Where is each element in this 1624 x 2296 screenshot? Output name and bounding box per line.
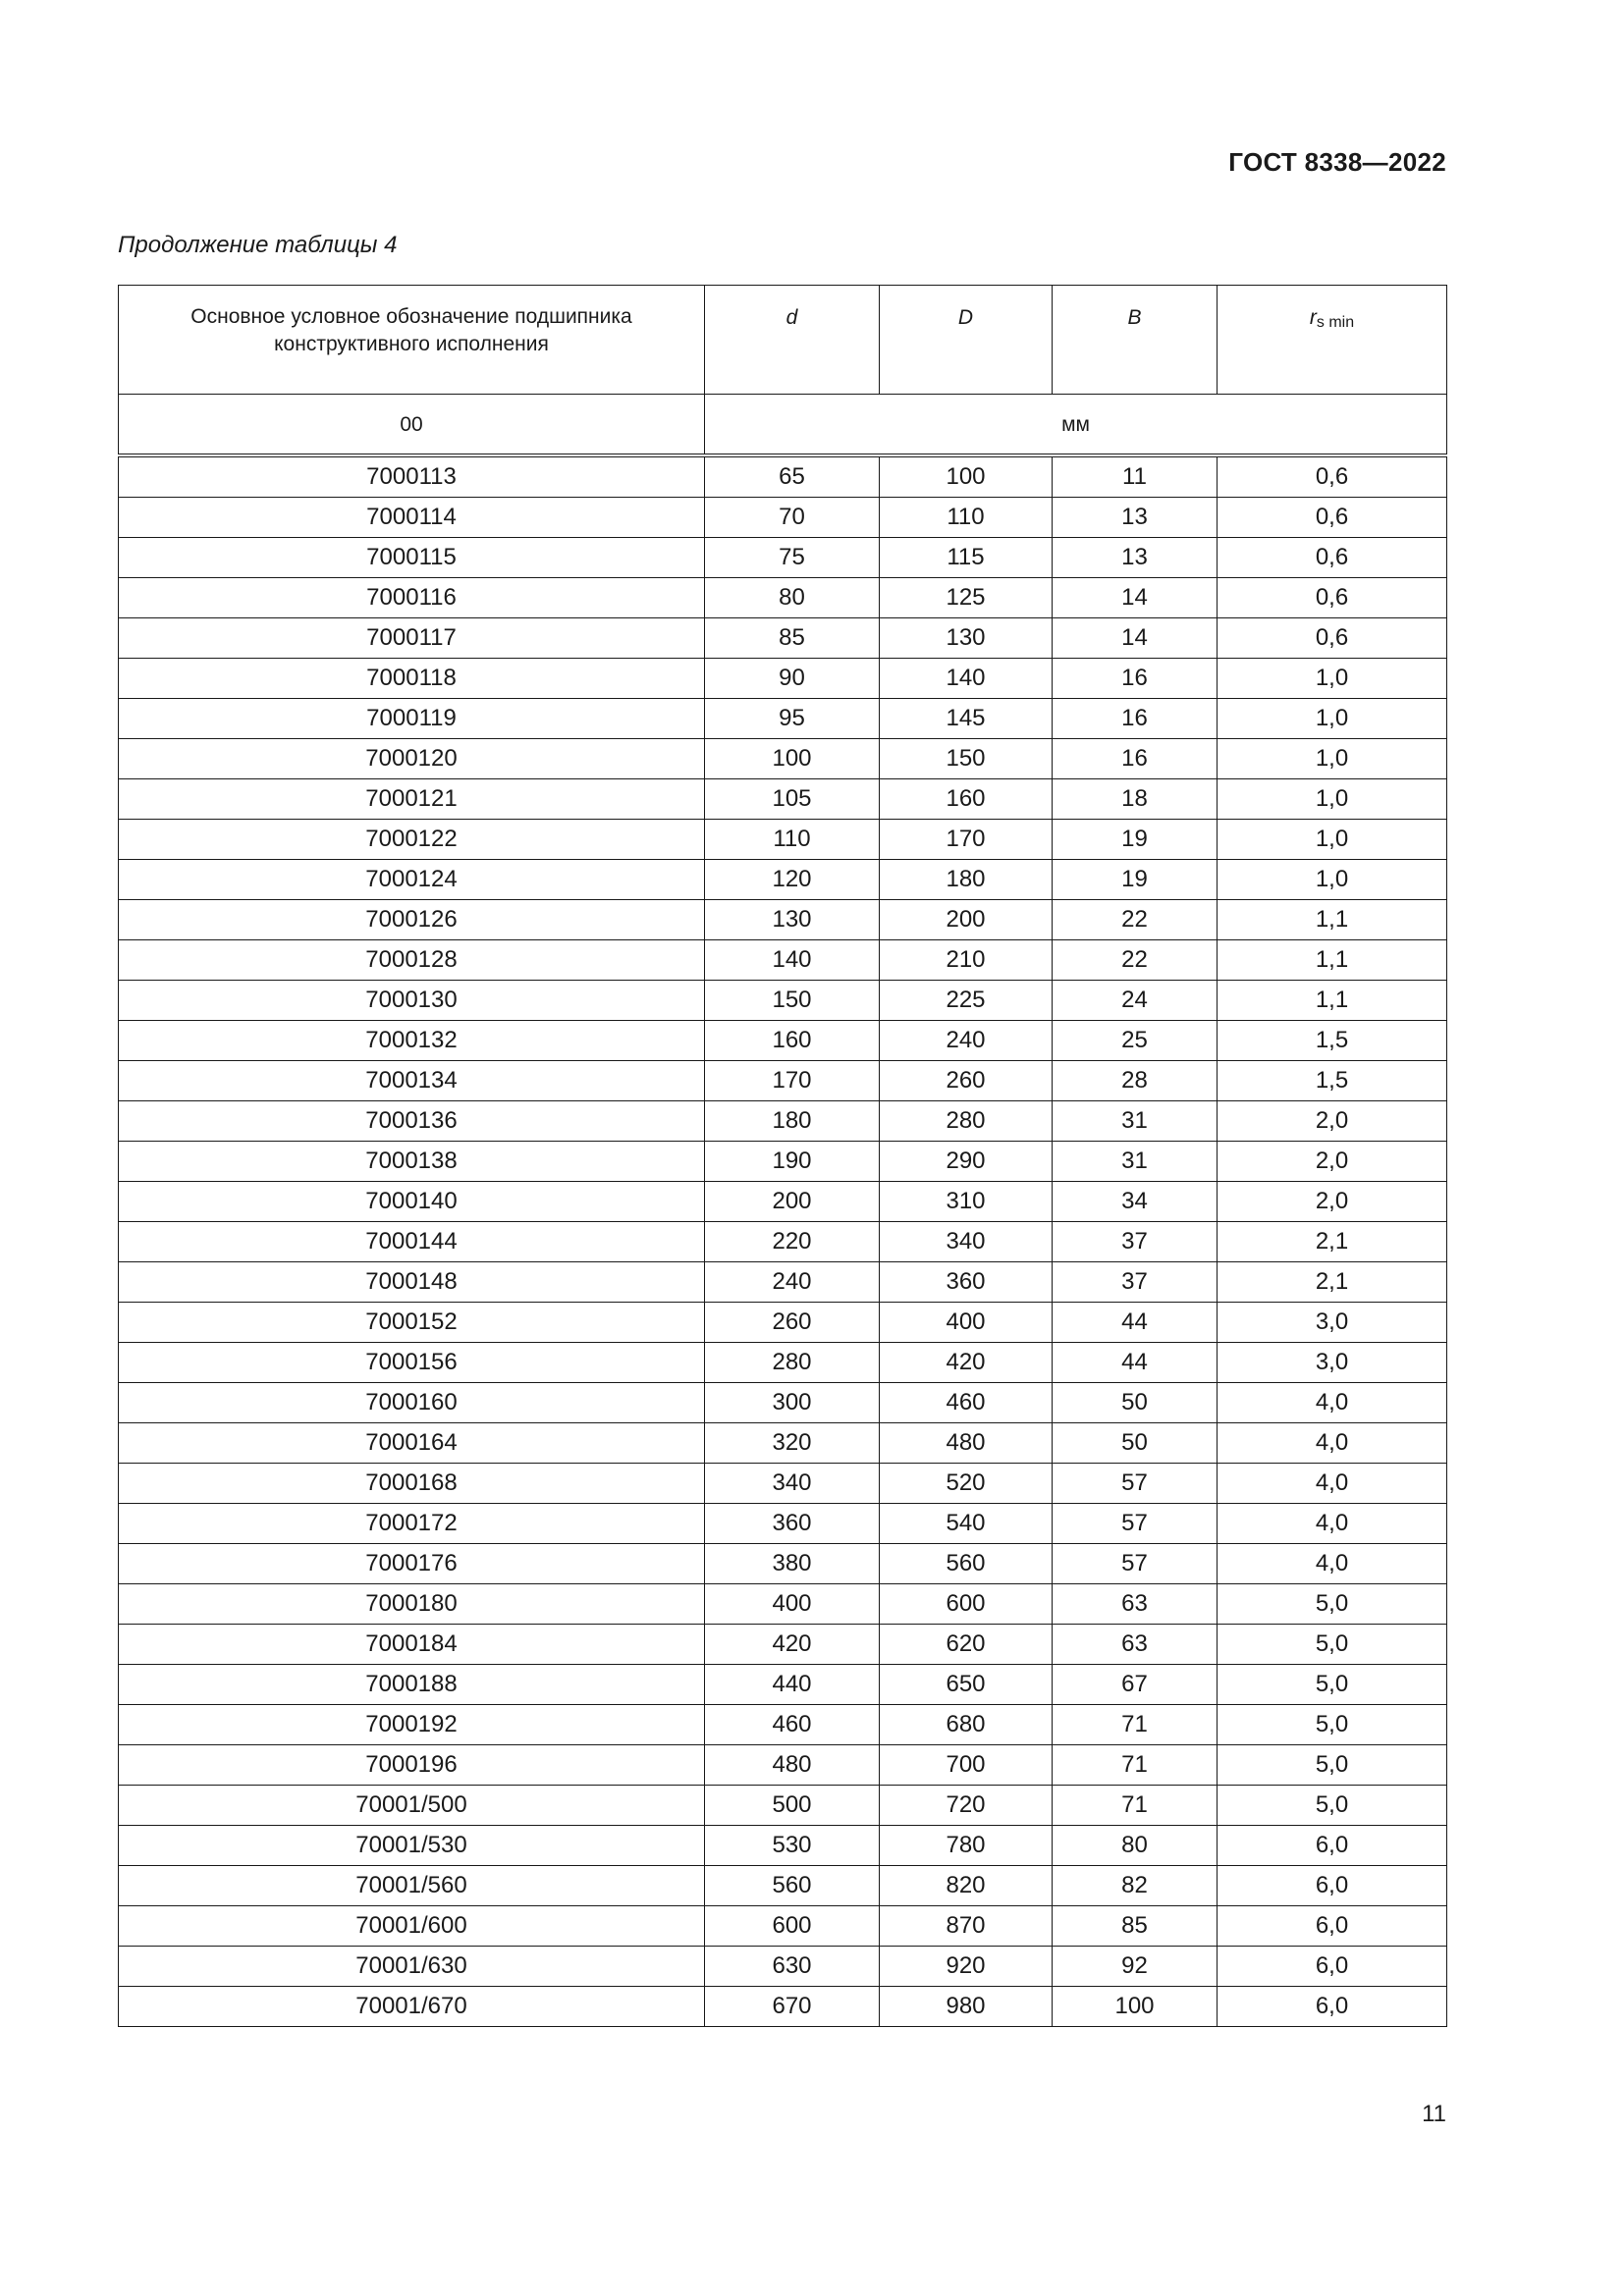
cell-r-smin: 1,5 [1218,1061,1447,1101]
cell-r-smin: 0,6 [1218,618,1447,659]
cell-outer-d: 600 [880,1584,1053,1625]
cell-designation: 7000136 [119,1101,705,1142]
header-r-symbol: r [1309,306,1317,329]
cell-designation: 7000176 [119,1544,705,1584]
cell-outer-d: 240 [880,1021,1053,1061]
cell-b: 14 [1053,618,1218,659]
cell-d: 400 [705,1584,880,1625]
cell-r-smin: 1,0 [1218,779,1447,820]
cell-designation: 7000120 [119,739,705,779]
cell-designation: 7000184 [119,1625,705,1665]
cell-d: 320 [705,1423,880,1464]
cell-r-smin: 2,0 [1218,1101,1447,1142]
header-outer-d-symbol: D [957,306,974,329]
table-row [119,900,1447,940]
cell-d: 530 [705,1826,880,1866]
cell-designation: 7000118 [119,659,705,699]
cell-outer-d: 200 [880,900,1053,940]
cell-b: 100 [1053,1987,1218,2027]
cell-designation: 7000196 [119,1745,705,1786]
cell-d: 420 [705,1625,880,1665]
cell-d: 95 [705,699,880,739]
cell-b: 22 [1053,940,1218,981]
cell-outer-d: 620 [880,1625,1053,1665]
cell-outer-d: 110 [880,498,1053,538]
cell-d: 240 [705,1262,880,1303]
cell-r-smin: 6,0 [1218,1906,1447,1947]
cell-outer-d: 980 [880,1987,1053,2027]
cell-outer-d: 720 [880,1786,1053,1826]
cell-b: 13 [1053,498,1218,538]
cell-designation: 7000192 [119,1705,705,1745]
table-row [119,1101,1447,1142]
table-row [119,699,1447,739]
cell-r-smin: 2,0 [1218,1142,1447,1182]
table-row [119,1182,1447,1222]
cell-d: 90 [705,659,880,699]
cell-d: 440 [705,1665,880,1705]
cell-designation: 7000126 [119,900,705,940]
cell-b: 44 [1053,1303,1218,1343]
cell-designation: 70001/560 [119,1866,705,1906]
cell-outer-d: 340 [880,1222,1053,1262]
cell-b: 37 [1053,1262,1218,1303]
table-row [119,1584,1447,1625]
cell-designation: 7000117 [119,618,705,659]
cell-d: 200 [705,1182,880,1222]
cell-r-smin: 4,0 [1218,1504,1447,1544]
cell-designation: 70001/530 [119,1826,705,1866]
cell-r-smin: 0,6 [1218,455,1447,498]
cell-r-smin: 5,0 [1218,1584,1447,1625]
table-row [119,1544,1447,1584]
header-outer-d [880,286,1053,395]
header-b [1053,286,1218,395]
cell-d: 670 [705,1987,880,2027]
cell-b: 63 [1053,1584,1218,1625]
table-row [119,1947,1447,1987]
table-row [119,538,1447,578]
cell-outer-d: 100 [880,455,1053,498]
cell-b: 85 [1053,1906,1218,1947]
unit-cell: мм [705,395,1447,456]
cell-b: 22 [1053,900,1218,940]
table-row [119,1786,1447,1826]
table-continuation-caption: Продолжение таблицы 4 [118,232,398,258]
cell-b: 50 [1053,1383,1218,1423]
cell-b: 24 [1053,981,1218,1021]
cell-d: 630 [705,1947,880,1987]
cell-designation: 7000130 [119,981,705,1021]
cell-d: 600 [705,1906,880,1947]
cell-d: 560 [705,1866,880,1906]
cell-d: 100 [705,739,880,779]
cell-outer-d: 680 [880,1705,1053,1745]
table-row [119,1262,1447,1303]
table-row [119,1142,1447,1182]
cell-r-smin: 1,0 [1218,820,1447,860]
cell-r-smin: 1,5 [1218,1021,1447,1061]
cell-b: 31 [1053,1101,1218,1142]
table-row [119,981,1447,1021]
cell-d: 180 [705,1101,880,1142]
cell-outer-d: 310 [880,1182,1053,1222]
cell-d: 110 [705,820,880,860]
cell-designation: 7000115 [119,538,705,578]
page-number: 11 [1422,2101,1446,2127]
cell-b: 63 [1053,1625,1218,1665]
cell-r-smin: 0,6 [1218,498,1447,538]
cell-outer-d: 130 [880,618,1053,659]
cell-r-smin: 6,0 [1218,1866,1447,1906]
cell-outer-d: 115 [880,538,1053,578]
cell-designation: 7000152 [119,1303,705,1343]
cell-designation: 7000116 [119,578,705,618]
cell-r-smin: 2,0 [1218,1182,1447,1222]
cell-r-smin: 4,0 [1218,1464,1447,1504]
cell-outer-d: 870 [880,1906,1053,1947]
cell-outer-d: 700 [880,1745,1053,1786]
cell-outer-d: 540 [880,1504,1053,1544]
table-row [119,498,1447,538]
table-row [119,860,1447,900]
cell-d: 170 [705,1061,880,1101]
cell-b: 92 [1053,1947,1218,1987]
cell-designation: 7000113 [119,455,705,498]
cell-outer-d: 650 [880,1665,1053,1705]
cell-b: 11 [1053,455,1218,498]
cell-designation: 7000156 [119,1343,705,1383]
cell-outer-d: 125 [880,578,1053,618]
cell-d: 120 [705,860,880,900]
cell-outer-d: 360 [880,1262,1053,1303]
cell-b: 14 [1053,578,1218,618]
cell-d: 380 [705,1544,880,1584]
header-r-smin [1218,286,1447,395]
cell-b: 28 [1053,1061,1218,1101]
cell-r-smin: 1,1 [1218,981,1447,1021]
cell-b: 80 [1053,1826,1218,1866]
header-d [705,286,880,395]
cell-r-smin: 1,0 [1218,699,1447,739]
cell-designation: 7000168 [119,1464,705,1504]
table-row [119,1343,1447,1383]
cell-outer-d: 260 [880,1061,1053,1101]
cell-d: 220 [705,1222,880,1262]
bearing-dimensions-table [118,285,1447,2027]
table-row [119,659,1447,699]
cell-outer-d: 780 [880,1826,1053,1866]
cell-designation: 70001/500 [119,1786,705,1826]
table-row [119,940,1447,981]
cell-designation: 7000172 [119,1504,705,1544]
cell-b: 16 [1053,699,1218,739]
cell-b: 31 [1053,1142,1218,1182]
cell-r-smin: 4,0 [1218,1544,1447,1584]
cell-designation: 7000144 [119,1222,705,1262]
cell-r-smin: 5,0 [1218,1786,1447,1826]
cell-designation: 7000119 [119,699,705,739]
cell-b: 18 [1053,779,1218,820]
cell-r-smin: 5,0 [1218,1625,1447,1665]
table-row [119,1061,1447,1101]
header-b-symbol: B [1127,306,1142,329]
design-code-cell: 00 [119,395,705,456]
cell-r-smin: 2,1 [1218,1262,1447,1303]
cell-b: 57 [1053,1544,1218,1584]
header-r-subscript: s min [1316,314,1355,331]
cell-r-smin: 1,0 [1218,659,1447,699]
table-row [119,455,1447,498]
cell-b: 71 [1053,1705,1218,1745]
cell-r-smin: 5,0 [1218,1745,1447,1786]
cell-outer-d: 225 [880,981,1053,1021]
cell-d: 460 [705,1705,880,1745]
cell-r-smin: 0,6 [1218,538,1447,578]
cell-d: 190 [705,1142,880,1182]
cell-outer-d: 140 [880,659,1053,699]
cell-outer-d: 460 [880,1383,1053,1423]
cell-b: 16 [1053,739,1218,779]
table-row [119,578,1447,618]
document-code: ГОСТ 8338—2022 [1228,147,1446,177]
cell-designation: 7000164 [119,1423,705,1464]
table-row [119,1021,1447,1061]
cell-r-smin: 4,0 [1218,1423,1447,1464]
cell-designation: 7000180 [119,1584,705,1625]
cell-b: 67 [1053,1665,1218,1705]
cell-designation: 7000132 [119,1021,705,1061]
cell-d: 150 [705,981,880,1021]
cell-b: 16 [1053,659,1218,699]
cell-d: 280 [705,1343,880,1383]
cell-designation: 70001/670 [119,1987,705,2027]
cell-designation: 70001/600 [119,1906,705,1947]
cell-designation: 7000122 [119,820,705,860]
cell-d: 140 [705,940,880,981]
cell-outer-d: 480 [880,1423,1053,1464]
header-designation: Основное условное обозначение подшипника конструктивного исполнения [119,286,705,395]
cell-b: 37 [1053,1222,1218,1262]
cell-r-smin: 6,0 [1218,1947,1447,1987]
cell-r-smin: 3,0 [1218,1343,1447,1383]
cell-d: 480 [705,1745,880,1786]
cell-designation: 7000134 [119,1061,705,1101]
table-row [119,1745,1447,1786]
cell-r-smin: 5,0 [1218,1665,1447,1705]
cell-d: 260 [705,1303,880,1343]
cell-r-smin: 2,1 [1218,1222,1447,1262]
cell-b: 57 [1053,1464,1218,1504]
cell-b: 25 [1053,1021,1218,1061]
cell-d: 65 [705,455,880,498]
table-row [119,1222,1447,1262]
cell-b: 82 [1053,1866,1218,1906]
cell-d: 300 [705,1383,880,1423]
cell-d: 160 [705,1021,880,1061]
cell-designation: 7000188 [119,1665,705,1705]
cell-r-smin: 0,6 [1218,578,1447,618]
cell-d: 105 [705,779,880,820]
table-row [119,820,1447,860]
cell-outer-d: 520 [880,1464,1053,1504]
table-row [119,1625,1447,1665]
cell-designation: 7000114 [119,498,705,538]
cell-r-smin: 5,0 [1218,1705,1447,1745]
cell-d: 85 [705,618,880,659]
cell-outer-d: 420 [880,1343,1053,1383]
table-row [119,1665,1447,1705]
table-row [119,779,1447,820]
cell-outer-d: 920 [880,1947,1053,1987]
cell-d: 130 [705,900,880,940]
table-row [119,1866,1447,1906]
cell-outer-d: 400 [880,1303,1053,1343]
cell-b: 57 [1053,1504,1218,1544]
cell-outer-d: 210 [880,940,1053,981]
cell-outer-d: 290 [880,1142,1053,1182]
table-row [119,1987,1447,2027]
cell-outer-d: 180 [880,860,1053,900]
cell-r-smin: 6,0 [1218,1826,1447,1866]
cell-r-smin: 6,0 [1218,1987,1447,2027]
table-row [119,1504,1447,1544]
cell-designation: 7000148 [119,1262,705,1303]
cell-b: 71 [1053,1745,1218,1786]
cell-designation: 7000128 [119,940,705,981]
cell-r-smin: 1,1 [1218,900,1447,940]
table-subheader-row [119,395,1447,456]
cell-b: 50 [1053,1423,1218,1464]
table-header-row [119,286,1447,395]
cell-b: 19 [1053,860,1218,900]
cell-b: 34 [1053,1182,1218,1222]
table-row [119,1705,1447,1745]
table-row [119,1383,1447,1423]
cell-designation: 7000124 [119,860,705,900]
cell-r-smin: 1,0 [1218,739,1447,779]
cell-d: 70 [705,498,880,538]
cell-r-smin: 4,0 [1218,1383,1447,1423]
cell-designation: 7000138 [119,1142,705,1182]
cell-outer-d: 150 [880,739,1053,779]
table-row [119,1423,1447,1464]
cell-outer-d: 280 [880,1101,1053,1142]
cell-designation: 7000121 [119,779,705,820]
cell-b: 44 [1053,1343,1218,1383]
cell-designation: 70001/630 [119,1947,705,1987]
cell-r-smin: 1,1 [1218,940,1447,981]
table-row [119,618,1447,659]
cell-b: 19 [1053,820,1218,860]
cell-outer-d: 820 [880,1866,1053,1906]
table-row [119,739,1447,779]
cell-outer-d: 170 [880,820,1053,860]
cell-d: 360 [705,1504,880,1544]
cell-designation: 7000140 [119,1182,705,1222]
table-row [119,1906,1447,1947]
cell-d: 75 [705,538,880,578]
header-d-symbol: d [785,306,798,329]
cell-b: 71 [1053,1786,1218,1826]
table-row [119,1303,1447,1343]
cell-r-smin: 1,0 [1218,860,1447,900]
cell-d: 500 [705,1786,880,1826]
cell-d: 80 [705,578,880,618]
cell-b: 13 [1053,538,1218,578]
cell-outer-d: 560 [880,1544,1053,1584]
cell-designation: 7000160 [119,1383,705,1423]
cell-outer-d: 160 [880,779,1053,820]
table-row [119,1826,1447,1866]
cell-outer-d: 145 [880,699,1053,739]
cell-d: 340 [705,1464,880,1504]
cell-r-smin: 3,0 [1218,1303,1447,1343]
table-row [119,1464,1447,1504]
